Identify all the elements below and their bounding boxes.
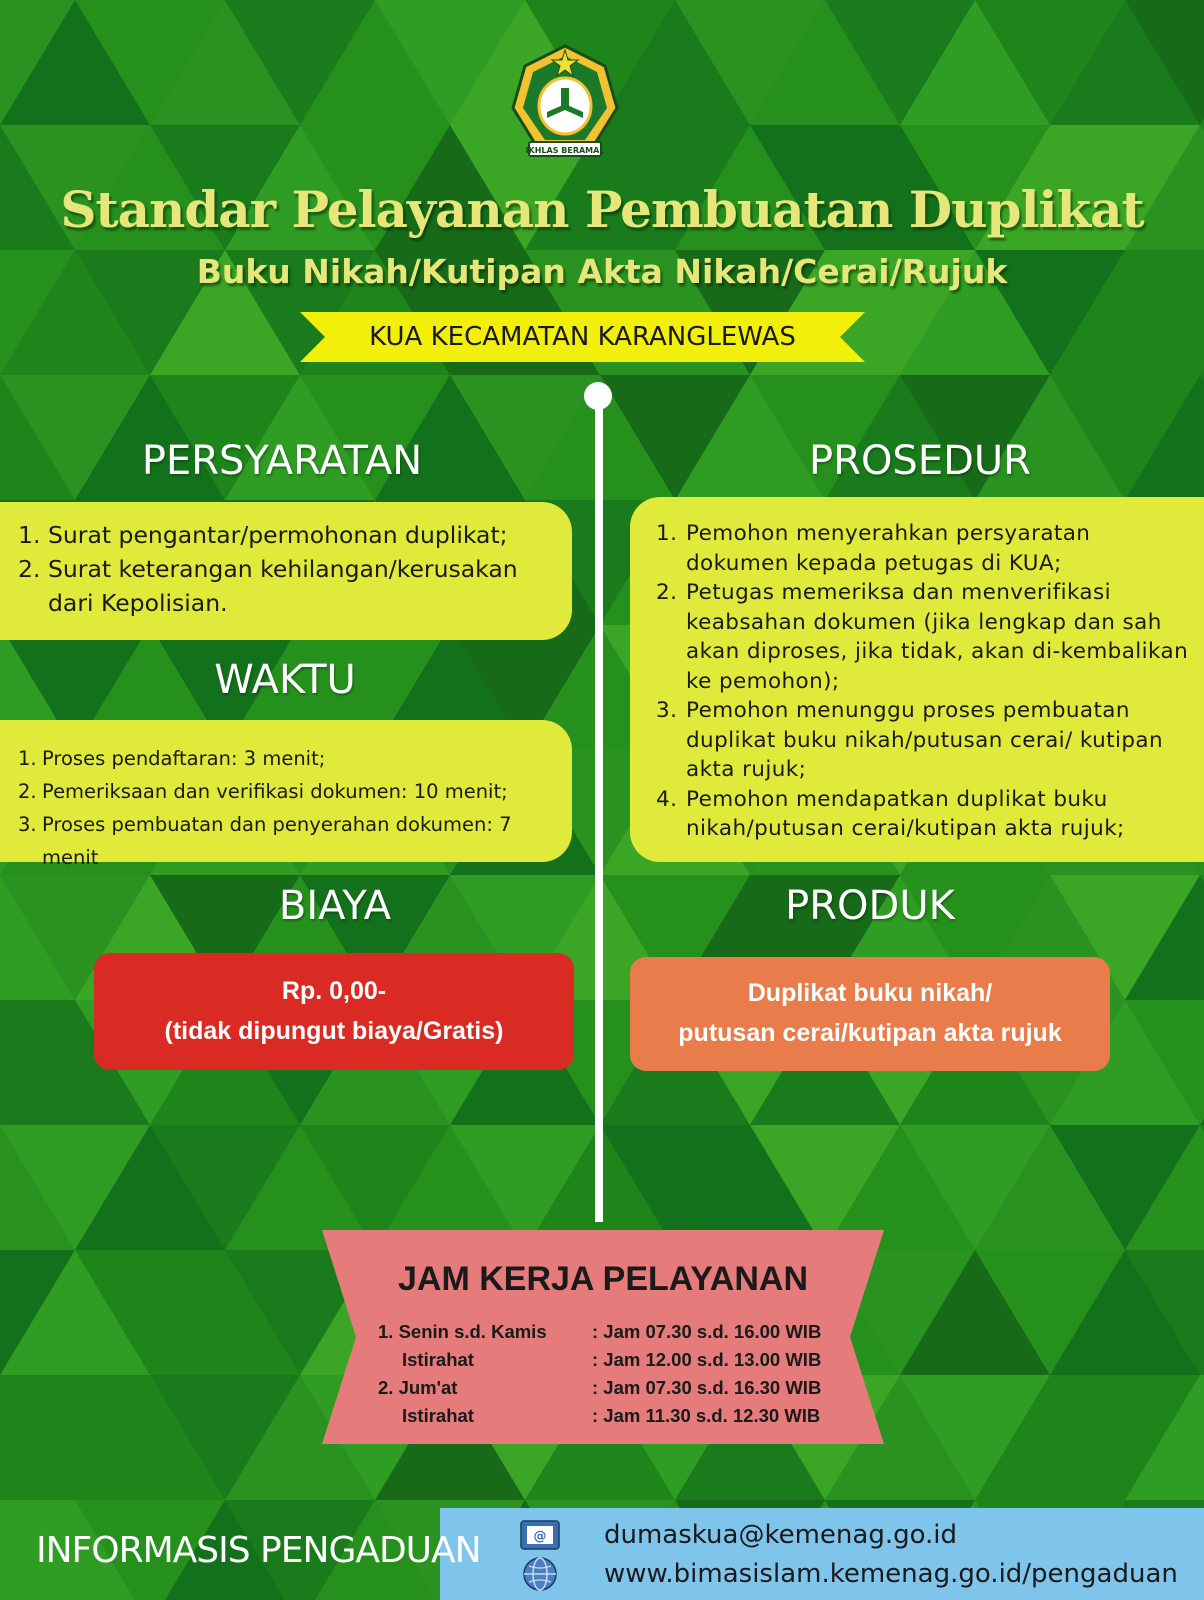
list-item: 2. Surat keterangan kehilangan/kerusakan dari Kepolisian. (18, 555, 518, 617)
svg-text:@: @ (533, 1529, 547, 1544)
divider-dot (584, 382, 612, 410)
website-row[interactable] (520, 1556, 1178, 1592)
list-item: 3. Pemohon menunggu proses pembuatan duplikat buku nikah/putusan cerai/ kutipan akta rujuk; (656, 698, 1163, 782)
list-item: 1. Pemohon menyerahkan persyaratan dokumen kepada petugas di KUA; (656, 521, 1091, 576)
globe-icon (520, 1556, 560, 1592)
table-row: Istirahat : Jam 11.30 s.d. 12.30 WIB (402, 1405, 821, 1426)
produk-heading: PRODUK (785, 883, 955, 929)
jam-kerja-title: JAM KERJA PELAYANAN (398, 1260, 808, 1298)
email-icon (520, 1520, 560, 1550)
center-divider (595, 392, 603, 1222)
biaya-amount: Rp. 0,00- (281, 977, 387, 1005)
page-subtitle: Buku Nikah/Kutipan Akta Nikah/Cerai/Rujuk (196, 252, 1008, 291)
produk-line-2: putusan cerai/kutipan akta rujuk (678, 1019, 1062, 1047)
prosedur-heading: PROSEDUR (809, 438, 1031, 484)
biaya-box (94, 953, 574, 1070)
table-row: Istirahat : Jam 12.00 s.d. 13.00 WIB (402, 1349, 822, 1370)
pengaduan-label: INFORMASIS PENGADUAN (36, 1530, 481, 1571)
logo-motto: IKHLAS BERAMAL (525, 146, 605, 155)
list-item: 4. Pemohon mendapatkan duplikat buku nikah/putusan cerai/kutipan akta rujuk; (656, 786, 1125, 841)
persyaratan-heading: PERSYARATAN (141, 438, 423, 484)
waktu-heading: WAKTU (214, 657, 356, 703)
email-row[interactable] (520, 1520, 957, 1550)
table-row: 1. Senin s.d. Kamis : Jam 07.30 s.d. 16.00 WIB (378, 1321, 822, 1342)
produk-box (630, 957, 1110, 1071)
kemenag-logo (505, 42, 625, 166)
list-item: 1. Surat pengantar/permohonan duplikat; (18, 521, 508, 549)
list-item: 1. Proses pendaftaran: 3 menit; (18, 747, 326, 770)
biaya-heading: BIAYA (278, 883, 392, 929)
produk-line-1: Duplikat buku nikah/ (747, 979, 993, 1007)
list-item: 2. Petugas memeriksa dan menverifikasi keabsahan dokumen (jika lengkap dan sah akan diproses, jika tidak, akan di-kembalikan ke pemohon); (656, 580, 1189, 694)
kua-banner-text: KUA KECAMATAN KARANGLEWAS (369, 322, 796, 352)
biaya-note: (tidak dipungut biaya/Gratis) (164, 1017, 504, 1045)
persyaratan-box (0, 502, 572, 640)
email-link[interactable]: dumaskua@kemenag.go.id (604, 1520, 958, 1550)
list-item: 3. Proses pembuatan dan penyerahan dokumen: 7 menit (18, 813, 512, 869)
prosedur-box (630, 497, 1204, 862)
waktu-box (0, 720, 572, 869)
list-item: 2. Pemeriksaan dan verifikasi dokumen: 10 menit; (18, 780, 508, 803)
website-link[interactable]: www.bimasislam.kemenag.go.id/pengaduan (604, 1559, 1178, 1589)
table-row: 2. Jum'at : Jam 07.30 s.d. 16.30 WIB (378, 1377, 822, 1398)
page-title: Standar Pelayanan Pembuatan Duplikat (60, 180, 1144, 239)
jam-kerja-table (378, 1318, 821, 1430)
